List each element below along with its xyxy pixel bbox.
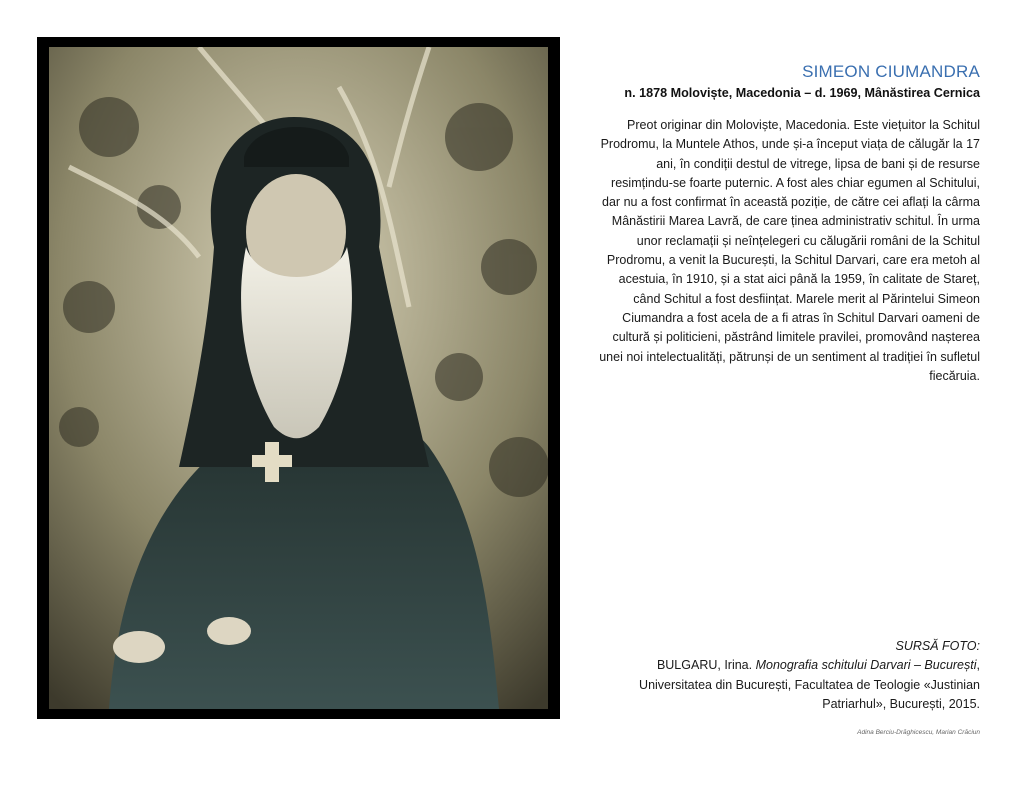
text-column <box>596 62 980 386</box>
portrait-photo <box>49 47 548 709</box>
person-name: SIMEON CIUMANDRA <box>802 62 980 81</box>
biography: Preot originar din Moloviște, Macedonia. Este viețuitor la Schitul Prodromu, la Muntele Athos, unde și-a început viața de călugăr la 17 ani, în condiții destul de vitrege, lipsa de bani și de resurse resimțindu-se foarte puternic. A fost ales chiar egumen al Schitului, dar nu a fost confirmat în această poziție, de către cei aflați la cârma Mânăstirii Marea Lavră, de care ținea administrativ schitul. În urma unor reclamații și neînțelegeri cu călugării români de la Schitul Prodromu, a venit la București, la Schitul Darvari, care era metoh al acestuia, în 1910, și a stat aici până la 1959, în calitate de Stareț, când Schitul a fost desființat. Marele merit al Părintelui Simeon Ciumandra a fost acela de a fi atras în Schitul Darvari oameni de cultură și politicieni, păstrând limitele pravilei, promovând nașterea unei noi intelectualități, pătrunși de un sentiment al tradiției în sufletul fiecăruia. <box>599 118 980 383</box>
source-details: , Universitatea din București, Facultatea de Teologie «Justinian Patriarhul», București, 2015. <box>639 658 980 711</box>
source-author: BULGARU, Irina. <box>656 658 756 673</box>
source-book: Monografia schitului Darvari – București <box>755 658 977 673</box>
photo-frame <box>37 37 560 719</box>
photo-source <box>596 637 980 714</box>
life-dates: n. 1878 Moloviște, Macedonia – d. 1969, Mânăstirea Cernica <box>624 86 980 100</box>
footer-credits: Adina Berciu-Drăghicescu, Marian Crăciun <box>857 729 980 736</box>
source-title: SURSĂ FOTO: <box>895 639 980 653</box>
source-citation <box>596 656 980 714</box>
